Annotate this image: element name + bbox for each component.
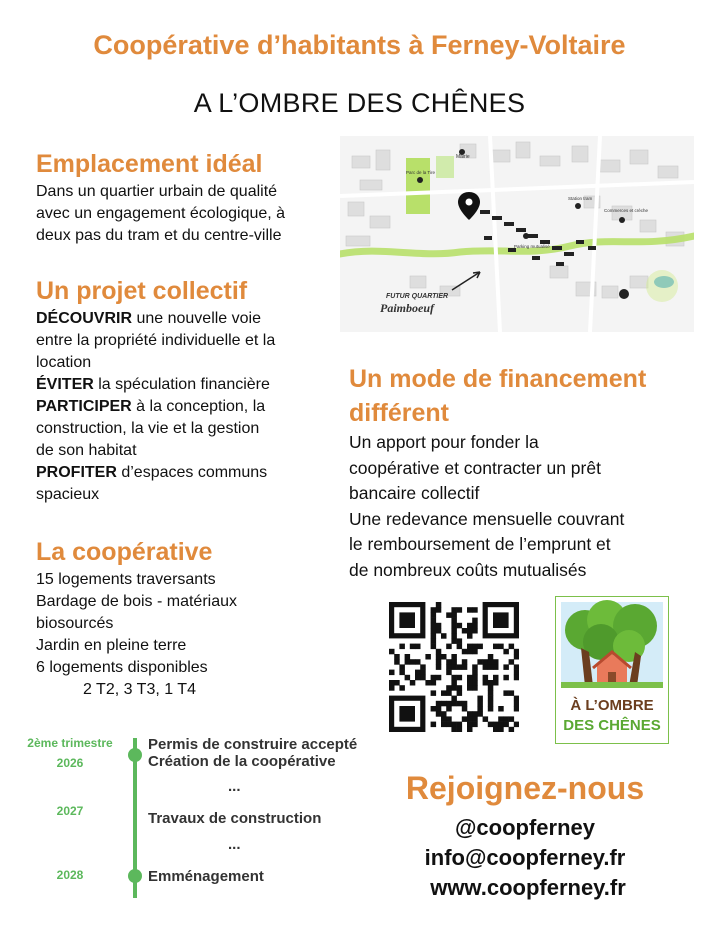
project-item-text: la spéculation financière	[93, 376, 270, 393]
project-item-profiter	[36, 462, 275, 484]
cooperative-line: Bardage de bois - matériaux	[36, 593, 237, 610]
project-item-text: une nouvelle voie	[132, 310, 261, 327]
cooperative-logo	[555, 596, 669, 744]
financing-line: le remboursement de l’emprunt et	[349, 534, 611, 554]
project-item-text: à la conception, la	[131, 398, 266, 415]
financing-line: bancaire collectif	[349, 483, 480, 503]
timeline-dot	[128, 869, 142, 883]
keyword: DÉCOUVRIR	[36, 310, 133, 327]
contact-handle[interactable]: @coopferney	[454, 815, 596, 840]
location-line: deux pas du tram et du centre-ville	[36, 227, 282, 244]
timeline-dot	[128, 748, 142, 762]
timeline-text-1	[148, 736, 357, 770]
cooperative-line: 6 logements disponibles	[36, 659, 208, 676]
map-label-commerces: Commerces et crèche	[604, 208, 649, 213]
timeline-date-text: 2ème trimestre	[27, 736, 113, 750]
contact-title: Rejoignez-nous	[405, 770, 645, 806]
main-title: Coopérative d’habitants à Ferney-Voltaire	[93, 30, 626, 60]
keyword: PROFITER	[36, 464, 117, 481]
location-line: Dans un quartier urbain de qualité	[36, 183, 278, 200]
financing-line: de nombreux coûts mutualisés	[349, 559, 587, 580]
location-section	[36, 149, 285, 247]
financing-line: coopérative et contracter un prêt	[349, 457, 601, 478]
financing-title	[349, 362, 646, 430]
location-line: avec un engagement écologique, à	[36, 205, 286, 222]
timeline-text-line: Travaux de construction	[148, 810, 322, 827]
project-line: spacieux	[36, 486, 100, 503]
logo-graphic	[555, 596, 669, 744]
map-label-parking: Parking mutualisé	[514, 244, 550, 249]
map-label-parc: Parc de la Tire	[406, 170, 436, 175]
financing-title-line: différent	[349, 399, 449, 427]
cooperative-text	[36, 569, 237, 701]
cooperative-units: 2 T2, 3 T3, 1 T4	[83, 681, 196, 698]
contact-email[interactable]: info@coopferney.fr	[424, 845, 626, 870]
financing-title-line: Un mode de financement	[349, 365, 647, 393]
financing-line: Un apport pour fonder la	[349, 432, 539, 452]
project-text	[36, 308, 275, 506]
logo-text-line1: À L’OMBRE	[570, 697, 654, 714]
project-line: entre la propriété individuelle et la	[36, 332, 276, 349]
timeline	[0, 728, 400, 908]
project-item-text: d’espaces communs	[116, 464, 268, 481]
map-label-mairie: Mairie	[456, 154, 470, 160]
cooperative-line: 15 logements traversants	[36, 571, 216, 588]
project-item-decouvrir	[36, 308, 275, 330]
timeline-text-line: Emménagement	[148, 868, 264, 885]
project-title: Un projet collectif	[36, 277, 248, 305]
cooperative-line: biosourcés	[36, 615, 114, 632]
cooperative-title: La coopérative	[36, 538, 213, 566]
timeline-ellipsis: ...	[228, 836, 241, 853]
map-label-quarter: FUTUR QUARTIER	[386, 293, 449, 300]
project-item-eviter	[36, 374, 275, 396]
map-graphic	[340, 136, 694, 332]
timeline-date-3	[10, 868, 130, 882]
timeline-date-text: 2026	[56, 756, 84, 770]
project-section	[36, 276, 275, 506]
neighborhood-map	[340, 136, 694, 332]
project-line: construction, la vie et la gestion	[36, 420, 260, 437]
subtitle: A L’OMBRE DES CHÊNES	[193, 88, 526, 118]
timeline-text-line: Permis de construire accepté	[148, 736, 358, 753]
financing-text	[349, 430, 646, 583]
project-line: de son habitat	[36, 442, 137, 459]
timeline-text-line: Création de la coopérative	[148, 753, 336, 770]
location-title: Emplacement idéal	[36, 150, 263, 178]
qr-code[interactable]	[389, 602, 519, 732]
contact-website[interactable]: www.coopferney.fr	[430, 875, 626, 900]
qr-code-graphic	[389, 602, 519, 732]
logo-text-line2: DES CHÊNES	[563, 717, 661, 734]
timeline-date-2	[10, 804, 130, 818]
cooperative-section	[36, 537, 237, 701]
timeline-ellipsis: ...	[228, 778, 241, 795]
timeline-date-text: 2028	[56, 868, 84, 882]
project-item-participer	[36, 396, 275, 418]
keyword: ÉVITER	[36, 376, 94, 393]
cooperative-line: Jardin en pleine terre	[36, 637, 187, 654]
financing-line: Une redevance mensuelle couvrant	[349, 508, 625, 529]
timeline-date-1	[10, 736, 130, 770]
project-line: location	[36, 354, 92, 371]
financing-section	[349, 362, 646, 583]
keyword: PARTICIPER	[36, 398, 132, 415]
timeline-text-3	[148, 868, 264, 885]
map-label-paimboeuf: Paimboeuf	[380, 301, 434, 315]
map-label-station: Station tram	[568, 196, 593, 201]
timeline-text-2	[148, 810, 321, 827]
timeline-date-text: 2027	[56, 804, 84, 818]
location-text	[36, 181, 285, 247]
